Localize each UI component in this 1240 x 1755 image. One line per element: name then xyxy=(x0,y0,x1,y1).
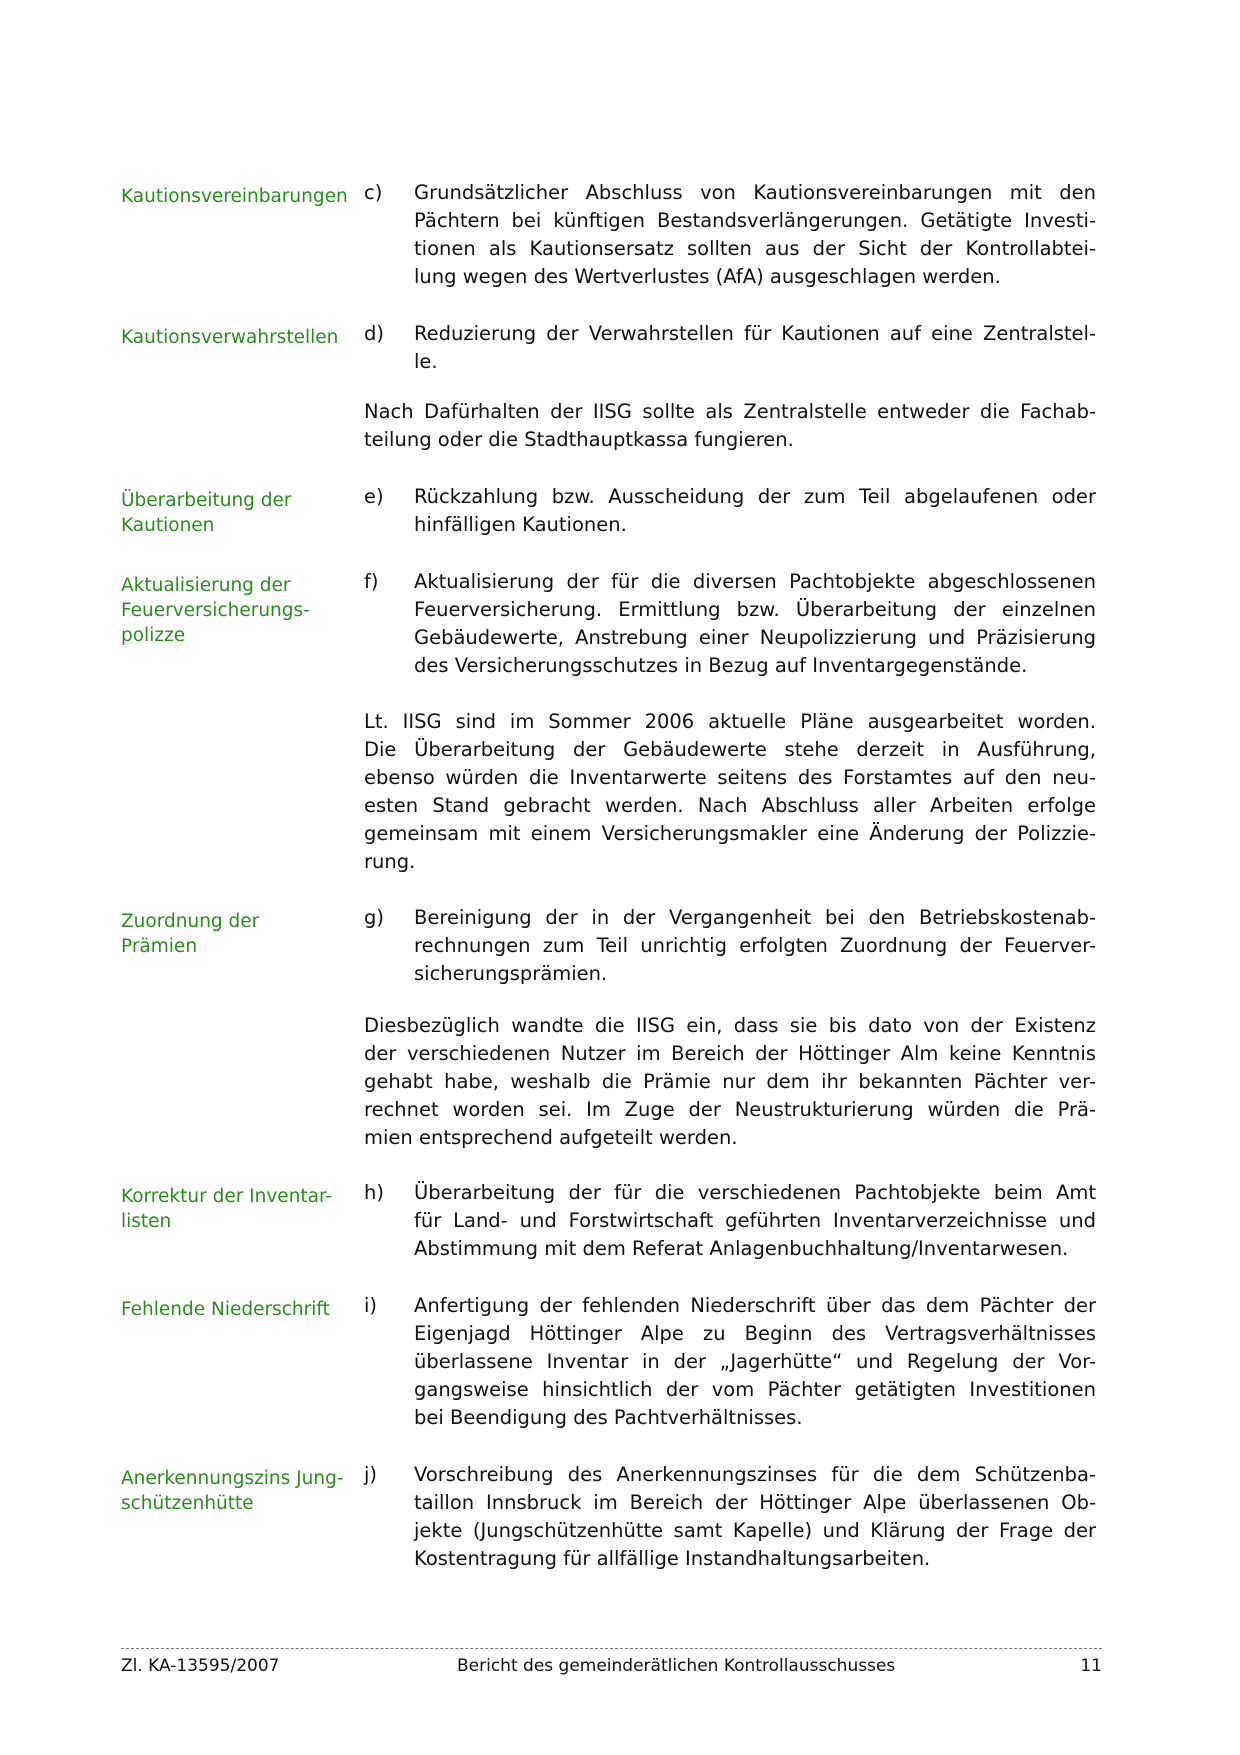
text-line: esten Stand gebracht werden. Nach Abschluss aller Arbeiten erfolge xyxy=(364,794,1096,817)
text-line: Vorschreibung des Anerkennungszinses für die dem Schützenba- xyxy=(414,1463,1096,1486)
text-line: Gebäudewerte, Anstrebung einer Neupolizzierung und Präzisierung xyxy=(414,626,1096,649)
margin-note xyxy=(121,184,351,209)
text-line: der verschiedenen Nutzer im Bereich der Höttinger Alm keine Kenntnis xyxy=(364,1042,1096,1065)
margin-note-line: Feuerversicherungs- xyxy=(121,600,310,621)
margin-note-line: Korrektur der Inventar- xyxy=(121,1186,333,1207)
text-line: Kostentragung für allfällige Instandhaltungsarbeiten. xyxy=(414,1547,931,1570)
margin-note-line: Kautionen xyxy=(121,515,215,536)
item-letter: g) xyxy=(364,906,384,929)
list-item xyxy=(364,320,1096,376)
text-line: rechnet worden sei. Im Zuge der Neustrukturierung würden die Prä- xyxy=(364,1098,1096,1121)
margin-note xyxy=(121,488,351,538)
text-line: jekte (Jungschützenhütte samt Kapelle) und Klärung der Frage der xyxy=(414,1519,1096,1542)
list-item xyxy=(364,179,1096,291)
list-item xyxy=(364,1179,1096,1263)
item-letter: h) xyxy=(364,1181,384,1204)
text-line: ebenso würden die Inventarwerte seitens des Forstamtes auf den neu- xyxy=(364,766,1096,789)
text-line: Bereinigung der in der Vergangenheit bei den Betriebskostenab- xyxy=(414,906,1096,929)
item-letter: i) xyxy=(364,1294,378,1317)
text-line: lung wegen des Wertverlustes (AfA) ausgeschlagen werden. xyxy=(414,265,1001,288)
text-line: rechnungen zum Teil unrichtig erfolgten Zuordnung der Feuerver- xyxy=(414,934,1096,957)
list-item xyxy=(364,483,1096,539)
text-line: tionen als Kautionsersatz sollten aus der Sicht der Kontrollabtei- xyxy=(414,237,1096,260)
margin-note-line: Kautionsvereinbarungen xyxy=(121,186,348,207)
margin-note-line: Überarbeitung der xyxy=(121,490,292,511)
text-line: Eigenjagd Höttinger Alpe zu Beginn des Vertragsverhältnisses xyxy=(414,1322,1096,1345)
item-letter: d) xyxy=(364,322,384,345)
text-line: Reduzierung der Verwahrstellen für Kautionen auf eine Zentralstel- xyxy=(414,322,1096,345)
text-line: hinfälligen Kautionen. xyxy=(414,513,627,536)
margin-note-line: listen xyxy=(121,1211,172,1232)
margin-note xyxy=(121,909,351,959)
margin-note-line: Aktualisierung der xyxy=(121,575,291,596)
margin-note-line: Fehlende Niederschrift xyxy=(121,1299,330,1320)
item-letter: e) xyxy=(364,485,384,508)
text-line: Pächtern bei künftigen Bestandsverlängerungen. Getätigte Investi- xyxy=(414,209,1096,232)
item-letter: j) xyxy=(364,1463,378,1486)
margin-note-line: Zuordnung der xyxy=(121,911,260,932)
list-item xyxy=(364,1461,1096,1573)
footer-title: Bericht des gemeinderätlichen Kontrollausschusses xyxy=(457,1656,896,1676)
text-line: Feuerversicherung. Ermittlung bzw. Überarbeitung der einzelnen xyxy=(414,598,1096,621)
text-line: mien entsprechend aufgeteilt werden. xyxy=(364,1126,738,1149)
margin-note-line: schützenhütte xyxy=(121,1493,254,1514)
text-line: Grundsätzlicher Abschluss von Kautionsvereinbarungen mit den xyxy=(414,181,1096,204)
text-line: Abstimmung mit dem Referat Anlagenbuchhaltung/Inventarwesen. xyxy=(414,1237,1069,1260)
margin-note xyxy=(121,1297,351,1322)
footer-reference: Zl. KA-13595/2007 xyxy=(121,1656,280,1676)
text-line: bei Beendigung des Pachtverhältnisses. xyxy=(414,1406,803,1429)
margin-note xyxy=(121,573,351,648)
item-letter: c) xyxy=(364,181,383,204)
text-line: Rückzahlung bzw. Ausscheidung der zum Teil abgelaufenen oder xyxy=(414,485,1096,508)
text-line: teilung oder die Stadthauptkassa fungieren. xyxy=(364,428,794,451)
text-line: Diesbezüglich wandte die IISG ein, dass sie bis dato von der Existenz xyxy=(364,1014,1096,1037)
paragraph xyxy=(364,708,1096,876)
list-item xyxy=(364,1292,1096,1432)
text-line: le. xyxy=(414,350,438,373)
text-line: rung. xyxy=(364,850,416,873)
text-line: gehabt habe, weshalb die Prämie nur dem ihr bekannten Pächter ver- xyxy=(364,1070,1096,1093)
list-item xyxy=(364,904,1096,988)
text-line: Die Überarbeitung der Gebäudewerte stehe derzeit in Ausführung, xyxy=(364,738,1096,761)
text-line: Aktualisierung der für die diversen Pachtobjekte abgeschlossenen xyxy=(414,570,1096,593)
text-line: gemeinsam mit einem Versicherungsmakler eine Änderung der Polizzie- xyxy=(364,822,1096,845)
paragraph xyxy=(364,398,1096,454)
text-line: Lt. IISG sind im Sommer 2006 aktuelle Pläne ausgearbeitet worden. xyxy=(364,710,1096,733)
text-line: überlassene Inventar in der „Jagerhütte“ und Regelung der Vor- xyxy=(414,1350,1096,1373)
margin-note xyxy=(121,1466,351,1516)
text-line: Anfertigung der fehlenden Niederschrift über das dem Pächter der xyxy=(414,1294,1096,1317)
margin-note-line: Kautionsverwahrstellen xyxy=(121,327,339,348)
text-line: für Land- und Forstwirtschaft geführten Inventarverzeichnisse und xyxy=(414,1209,1096,1232)
text-line: Nach Dafürhalten der IISG sollte als Zentralstelle entweder die Fachab- xyxy=(364,400,1096,423)
text-line: Überarbeitung der für die verschiedenen Pachtobjekte beim Amt xyxy=(414,1181,1096,1204)
margin-note-line: Anerkennungszins Jung- xyxy=(121,1468,344,1489)
text-line: gangsweise hinsichtlich der vom Pächter getätigten Investitionen xyxy=(414,1378,1096,1401)
margin-note-line: polizze xyxy=(121,625,186,646)
margin-note xyxy=(121,1184,351,1234)
paragraph xyxy=(364,1012,1096,1152)
margin-note-line: Prämien xyxy=(121,936,198,957)
margin-note xyxy=(121,325,351,350)
list-item xyxy=(364,568,1096,680)
item-letter: f) xyxy=(364,570,379,593)
text-line: taillon Innsbruck im Bereich der Höttinger Alpe überlassenen Ob- xyxy=(414,1491,1096,1514)
text-line: sicherungsprämien. xyxy=(414,962,608,985)
footer-divider xyxy=(121,1648,1102,1649)
text-line: des Versicherungsschutzes in Bezug auf Inventargegenstände. xyxy=(414,654,1028,677)
page-number: 11 xyxy=(1080,1656,1102,1676)
